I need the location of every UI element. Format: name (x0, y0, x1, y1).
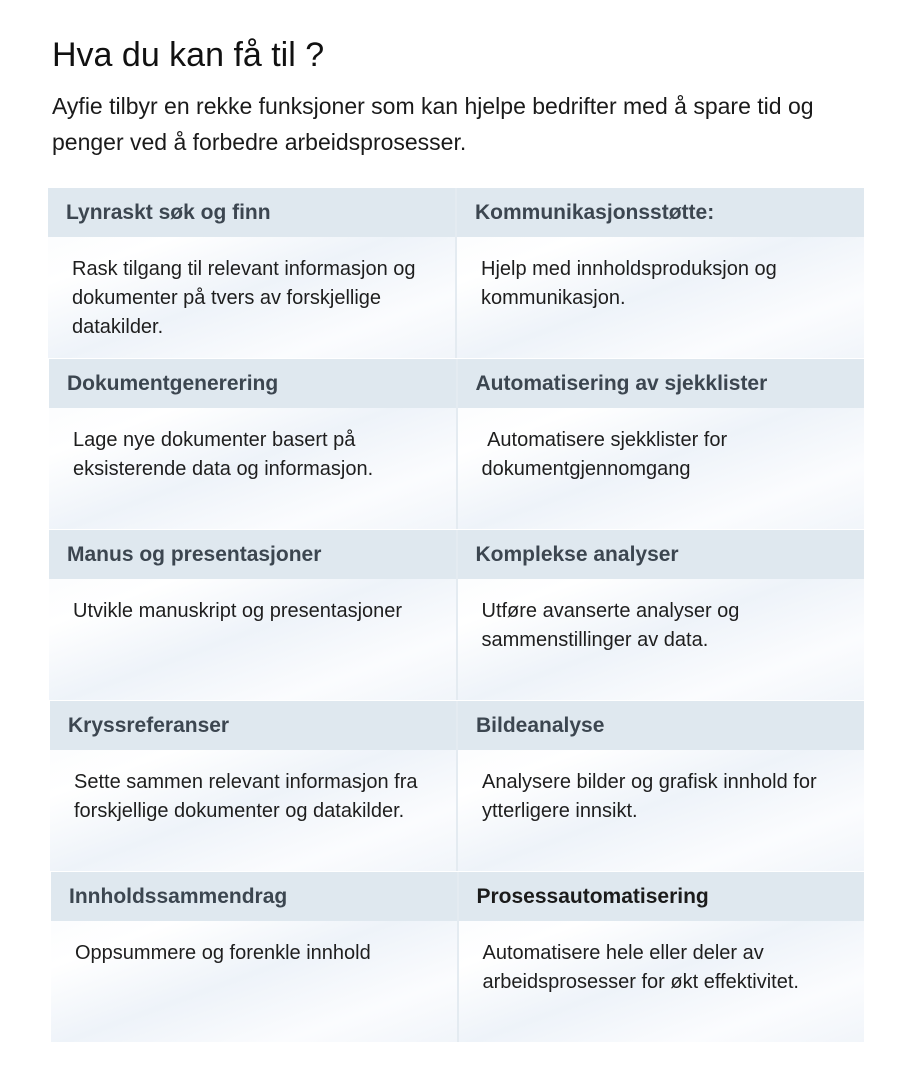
feature-description: Analysere bilder og grafisk innhold for ytterligere innsikt. (482, 771, 817, 822)
feature-description: Hjelp med innholdsproduksjon og kommunikasjon. (481, 258, 777, 309)
feature-description: Utvikle manuskript og presentasjoner (73, 600, 403, 622)
feature-cell-document-generation (49, 359, 458, 529)
feature-title: Kryssreferanser (50, 701, 456, 750)
feature-title: Innholdssammendrag (51, 872, 457, 921)
feature-cell-manuscripts (49, 530, 458, 700)
feature-description: Utføre avanserte analyser og sammenstillinger av data. (481, 600, 740, 651)
features-table (48, 188, 864, 1043)
feature-title: Manus og presentasjoner (49, 530, 456, 579)
feature-cell-image-analysis (458, 701, 864, 871)
feature-title: Komplekse analyser (458, 530, 865, 579)
features-row (50, 701, 864, 871)
features-row (51, 872, 864, 1042)
feature-title: Prosessautomatisering (459, 872, 865, 921)
feature-title: Dokumentgenerering (49, 359, 456, 408)
features-row (49, 530, 864, 700)
feature-cell-analyses (458, 530, 865, 700)
feature-description: Lage nye dokumenter basert på eksisterende data og informasjon. (73, 429, 374, 480)
feature-description: Automatisere sjekklister for dokumentgjennomgang (481, 429, 733, 480)
feature-description: Sette sammen relevant informasjon fra forskjellige dokumenter og datakilder. (74, 771, 418, 822)
feature-description: Automatisere hele eller deler av arbeidsprosesser for økt effektivitet. (482, 942, 799, 993)
feature-cell-search (48, 188, 457, 358)
page-title: Hva du kan få til ? (52, 36, 325, 74)
feature-cell-summaries (51, 872, 459, 1042)
feature-cell-process-automation (459, 872, 865, 1042)
feature-cell-checklists (458, 359, 865, 529)
feature-title: Kommunikasjonsstøtte: (457, 188, 864, 237)
feature-title: Lynraskt søk og finn (48, 188, 455, 237)
feature-description: Rask tilgang til relevant informasjon og dokumenter på tvers av forskjellige datakilder. (72, 258, 416, 338)
features-row (49, 359, 864, 529)
feature-title: Automatisering av sjekklister (458, 359, 865, 408)
feature-cell-cross-references (50, 701, 458, 871)
feature-title: Bildeanalyse (458, 701, 864, 750)
page-subtitle: Ayfie tilbyr en rekke funksjoner som kan hjelpe bedrifter med å spare tid og penger ved å forbedre arbeidsprosesser. (52, 93, 814, 155)
feature-cell-communication (457, 188, 864, 358)
features-row (48, 188, 864, 358)
feature-description: Oppsummere og forenkle innhold (75, 942, 371, 964)
